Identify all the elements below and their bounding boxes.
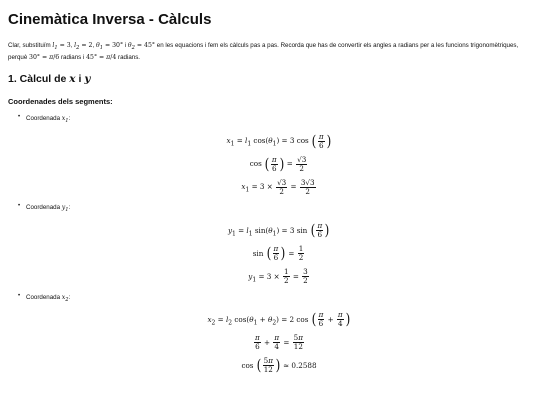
bullet-icon: • [18, 203, 21, 210]
equation-x1-result: $x_1 = 3$ × $\frac{√3}{2}$ = $\frac{3√3}{2}$ [241, 177, 315, 196]
equation-y1-result: $y_1 = 3$ × $\frac{1}{2}$ = $\frac{3}{2}$ [248, 267, 308, 286]
coordinate-list [8, 114, 532, 377]
equation-sum-angles: $\frac{\pi}{6}$ + $\frac{\pi}{4}$ = $\frac{5\pi}{12}$ [255, 333, 303, 352]
bullet-icon: • [18, 114, 21, 121]
list-item-y1: • Coordenada $y_1$: $y_1 = l_1$ $\sin(\theta_1) = 3$ sin ( $\frac{\pi}{6}$ ) sin ( $\frac{\pi}{6}$ ) = $\frac{1}{2}$ $y_1 = 3$ × $\frac{1}{2}$ = $\frac{3}{2}$ [26, 203, 532, 287]
intro-text-4: radians i [60, 54, 85, 62]
equation-x1: $x_1 = l_1$ $\cos(\theta_1) = 3$ cos ( $\frac{\pi}{6}$ ) [226, 131, 331, 150]
cos-5pi12-value: 0.2588 [291, 360, 317, 370]
list-item-x1: • Coordenada $x_1$: $x_1 = l_1$ $\cos(\theta_1) = 3$ cos ( $\frac{\pi}{6}$ ) cos ( $\frac{\pi}{6}$ ) = $\frac{√3}{2}$ $x_1 = 3$ × $\frac{√3}{2}$ = $\frac{3√3}{2}$ [26, 114, 532, 198]
intro-text-5: radians. [118, 54, 141, 62]
eq-theta2: $\theta_2$ [127, 42, 135, 52]
equation-cos-pi6: cos ( $\frac{\pi}{6}$ ) = $\frac{√3}{2}$ [249, 154, 307, 173]
subheading-segments: Coordenades dels segments: [8, 97, 113, 107]
equation-cos-5pi12: cos ( $\frac{5\pi}{12}$ ) ≈ 0.2588 [241, 356, 317, 375]
equation-sin-pi6: sin ( $\frac{\pi}{6}$ ) = $\frac{1}{2}$ [252, 244, 304, 263]
intro-paragraph: Clar, substituïm $l_1 = 3$, $l_2 = 2$, $\theta_1 = 30^\circ$ i $\theta_2 = 45^\circ$ en les equacions i fem els càlculs pas a pas. Recorda que has de convertir els angles a radians per a les funcions trigonomètriques, perquè 30° = π/6 radians i 45° = π/4 radians. [8, 42, 519, 62]
list-item-x2: • Coordenada $x_2$: $x_2 = l_2$ $\cos(\theta_1 + \theta_2) = 2$ cos ( $\frac{\pi}{6}$ + $\frac{\pi}{4}$ ) $\frac{\pi}{6}$ + $\frac{\pi}{4}$ = $\frac{5\pi}{12}$ cos ( $\frac{5\pi}{12}$ ) ≈ 0.2588 [26, 293, 532, 377]
eq-l1: $l_1$ [52, 42, 58, 52]
intro-text-1: Clar, substituïm [8, 42, 51, 49]
eq-theta1: $\theta_1$ [95, 42, 103, 52]
section-heading-1: 1. Càlcul de x i y [8, 73, 91, 86]
eq-45deg: 45° = π/4 [86, 54, 117, 62]
intro-text-2: i [124, 42, 127, 49]
equation-x2: $x_2 = l_2$ $\cos(\theta_1 + \theta_2) = 2$ cos ( $\frac{\pi}{6}$ + $\frac{\pi}{4}$ ) [207, 310, 350, 329]
eq-30deg: 30° = π/6 [29, 54, 60, 62]
eq-l2: $l_2$ [74, 42, 80, 52]
intro-text-3: en les equacions i fem els càlculs pas a pas. Recorda que has de convertir els angles a radians per a les funcions trigonomètriques, perquè [8, 42, 519, 62]
bullet-icon: • [18, 292, 21, 299]
page-title: Cinemàtica Inversa - Càlculs [8, 11, 212, 28]
equation-y1: $y_1 = l_1$ $\sin(\theta_1) = 3$ sin ( $\frac{\pi}{6}$ ) [227, 221, 330, 240]
